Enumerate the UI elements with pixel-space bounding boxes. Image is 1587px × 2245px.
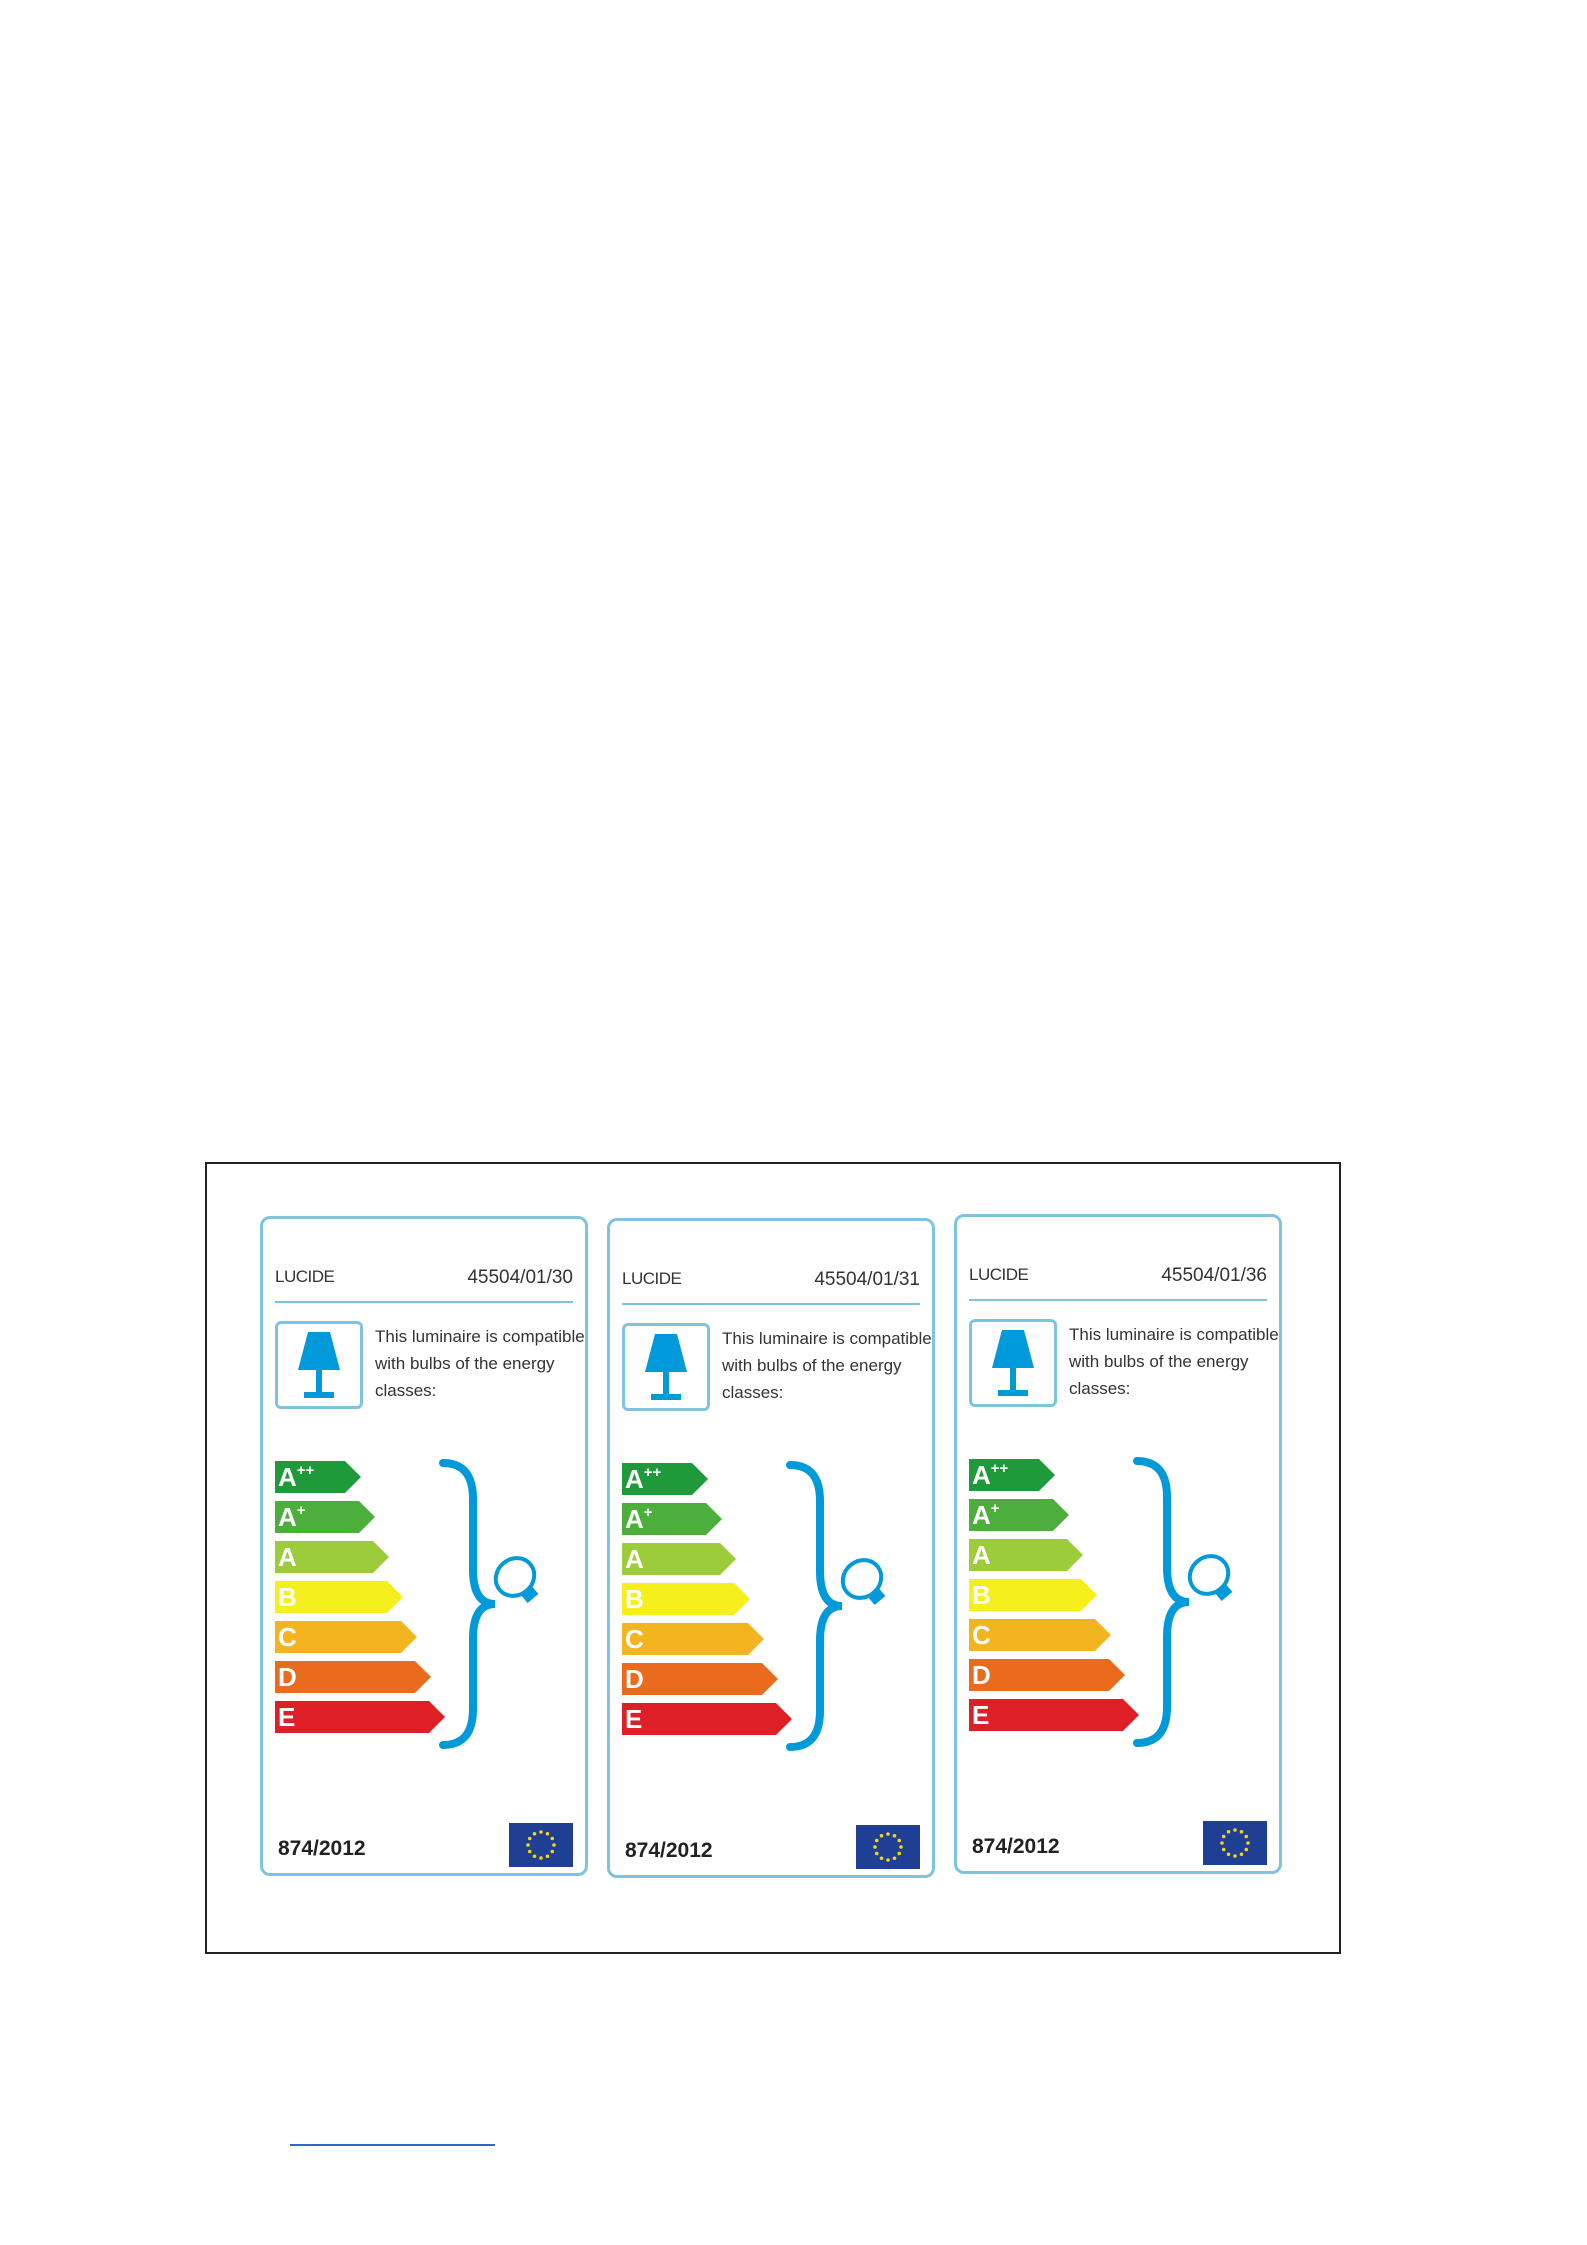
eu-star [897,1839,901,1843]
eu-star [546,1854,550,1858]
curly-brace [443,1463,495,1745]
eu-star [539,1830,543,1834]
eu-star [880,1856,884,1860]
eu-star [552,1843,556,1847]
regulation-number: 874/2012 [278,1837,366,1860]
brace-bulb-graphic [1127,1457,1275,1747]
table-lamp-icon [278,1324,360,1406]
energy-class-letter: C [625,1624,644,1654]
eu-star [1227,1852,1231,1856]
eu-star [886,1858,890,1862]
energy-class-scale [275,1459,445,1749]
energy-class-letter: A+ [625,1504,653,1534]
eu-star [886,1832,890,1836]
table-lamp-icon [625,1326,707,1408]
eu-star [550,1837,554,1841]
light-bulb-icon [488,1550,548,1611]
energy-class-arrow [969,1699,1139,1731]
energy-class-letter: A [972,1540,991,1570]
light-bulb-icon [1182,1548,1242,1609]
eu-star [893,1856,897,1860]
energy-class-letter: B [972,1580,991,1610]
model-number: 45504/01/30 [467,1267,573,1288]
energy-class-letter: A+ [278,1502,306,1532]
energy-class-letter: A++ [625,1464,662,1494]
energy-class-arrow [622,1663,778,1695]
eu-star [1244,1848,1248,1852]
energy-class-arrow [969,1659,1125,1691]
curly-brace [1137,1461,1189,1743]
eu-star [1240,1852,1244,1856]
energy-class-arrow [275,1701,445,1733]
eu-star [899,1845,903,1849]
energy-class-letter: A++ [972,1460,1009,1490]
eu-star [550,1850,554,1854]
energy-class-letter: C [972,1620,991,1650]
energy-class-letter: D [278,1662,297,1692]
regulation-number: 874/2012 [625,1839,713,1862]
eu-star [1227,1830,1231,1834]
eu-star [880,1834,884,1838]
eu-star [526,1843,530,1847]
brace-bulb-graphic [780,1461,928,1751]
eu-star [1222,1848,1226,1852]
energy-class-letter: A++ [278,1462,315,1492]
lamp-icon-box [275,1321,363,1409]
brand-name: LUCIDE [622,1269,682,1288]
eu-flag-icon [856,1825,920,1869]
light-bulb-icon [835,1552,895,1613]
eu-star [1240,1830,1244,1834]
eu-star [893,1834,897,1838]
eu-star [546,1832,550,1836]
energy-class-letter: A [278,1542,297,1572]
energy-class-arrow [622,1703,792,1735]
divider [275,1301,573,1303]
brand-name: LUCIDE [275,1267,335,1286]
model-number: 45504/01/31 [814,1269,920,1290]
energy-class-scale [969,1457,1139,1747]
eu-star [1233,1828,1237,1832]
eu-star [875,1852,879,1856]
compatibility-text: This luminaire is compatible with bulbs of the energy classes: [375,1327,585,1400]
model-number: 45504/01/36 [1161,1265,1267,1286]
brace-bulb-graphic [433,1459,581,1749]
divider [969,1299,1267,1301]
eu-star [1246,1841,1250,1845]
energy-class-letter: D [972,1660,991,1690]
energy-label [954,1214,1282,1874]
eu-star [897,1852,901,1856]
hyperlink-underline[interactable] [290,2144,495,2146]
eu-star [1220,1841,1224,1845]
regulation-number: 874/2012 [972,1835,1060,1858]
energy-class-letter: A+ [972,1500,1000,1530]
eu-star [1233,1854,1237,1858]
energy-label-panel [205,1162,1341,1954]
curly-brace [790,1465,842,1747]
eu-star [1222,1835,1226,1839]
eu-star [528,1850,532,1854]
brand-name: LUCIDE [969,1265,1029,1284]
energy-label [260,1216,588,1876]
divider [622,1303,920,1305]
eu-star [533,1832,537,1836]
eu-flag-icon [1203,1821,1267,1865]
eu-star [875,1839,879,1843]
lamp-icon-box [969,1319,1057,1407]
eu-star [539,1856,543,1860]
energy-class-letter: E [972,1700,990,1730]
eu-star [1244,1835,1248,1839]
energy-class-letter: B [278,1582,297,1612]
energy-class-letter: C [278,1622,297,1652]
eu-star [533,1854,537,1858]
eu-flag-icon [509,1823,573,1867]
energy-class-letter: E [278,1702,296,1732]
energy-class-letter: E [625,1704,643,1734]
energy-class-letter: D [625,1664,644,1694]
energy-class-arrow [275,1661,431,1693]
energy-class-scale [622,1461,792,1751]
compatibility-text: This luminaire is compatible with bulbs of the energy classes: [722,1329,932,1402]
eu-star [528,1837,532,1841]
energy-class-letter: A [625,1544,644,1574]
energy-label [607,1218,935,1878]
lamp-icon-box [622,1323,710,1411]
compatibility-text: This luminaire is compatible with bulbs of the energy classes: [1069,1325,1279,1398]
eu-star [873,1845,877,1849]
energy-class-letter: B [625,1584,644,1614]
table-lamp-icon [972,1322,1054,1404]
